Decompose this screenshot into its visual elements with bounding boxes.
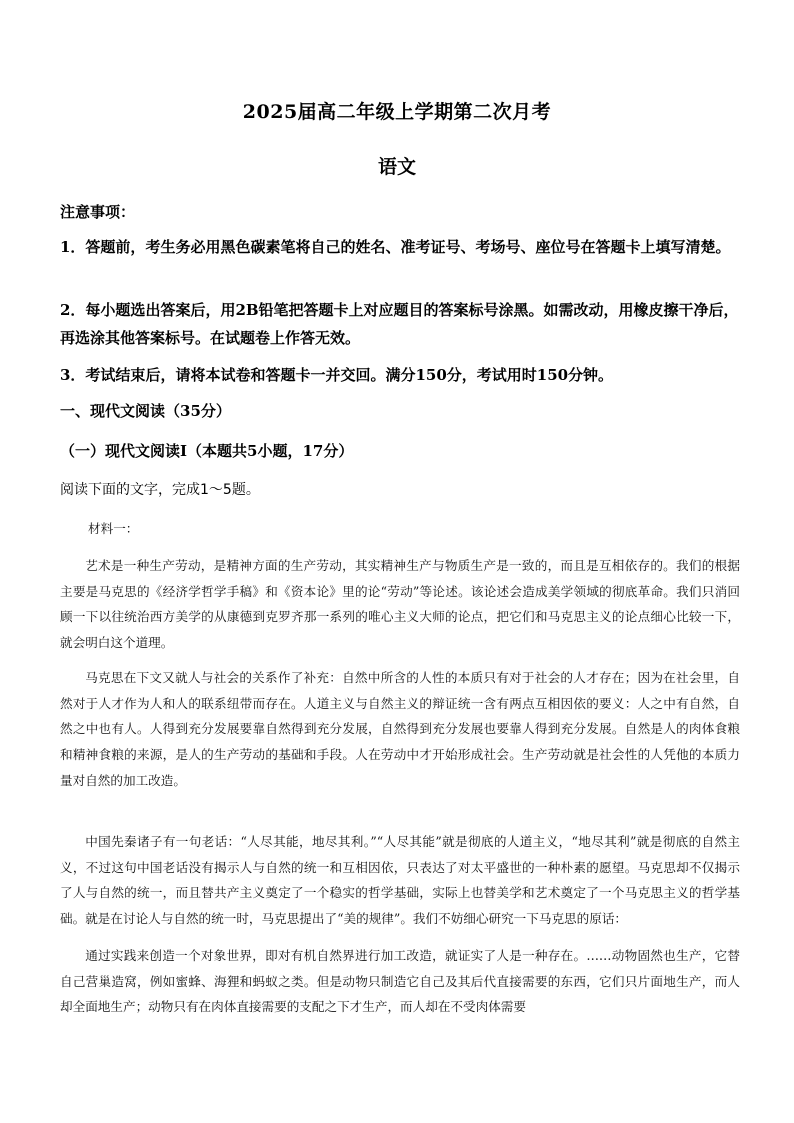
subject-title: 语文 (377, 156, 416, 178)
material-paragraph-1: 艺术是一种生产劳动，是精神方面的生产劳动，其实精神生产与物质生产是一致的，而且是互相依存的。我们的根据主要是马克思的《经济学哲学手稿》和《资本论》里的论“劳动”等论述。该论述会造成美学领域的彻底革命。我们只消回顾一下以往统治西方美学的从康德到克罗齐那一系列的唯心主义大师的论点，把它们和马克思主义的论点细心比较一下，就会明白这个道理。 (60, 558, 740, 651)
material-label: 材料一： (88, 521, 139, 536)
material-paragraph-2: 马克思在下文又就人与社会的关系作了补充：自然中所含的人性的本质只有对于社会的人才存在；因为在社会里，自然对于人才作为人和人的联系纽带而存在。人道主义与自然主义的辩证统一含有两点互相因依的要义：人之中有自然，自然之中也有人。人得到充分发展要靠自然得到充分发展，自然得到充分发展也要靠人得到充分发展。自然是人的肉体食粮和精神食粮的来源，是人的生产劳动的基础和手段。人在劳动中才开始形成社会。生产劳动就是社会性的人凭他的本质力量对自然的加工改造。 (60, 670, 740, 788)
reading-instruction: 阅读下面的文字，完成1～5题。 (60, 482, 260, 498)
notice-item-3: 3．考试结束后，请将本试卷和答题卡一并交回。满分150分，考试用时150分钟。 (60, 366, 614, 384)
exam-title: 2025届高二年级上学期第二次月考 (242, 101, 552, 123)
material-paragraph-3: 中国先秦诸子有一句老话：“人尽其能，地尽其利。”“人尽其能”就是彻底的人道主义，“地尽其利”就是彻底的自然主义，不过这句中国老话没有揭示人与自然的统一和互相因依，只表达了对太平盛世的一种朴素的愿望。马克思却不仅揭示了人与自然的统一，而且替共产主义奠定了一个稳实的哲学基础，实际上也替美学和艺术奠定了一个马克思主义的哲学基础。就是在讨论人与自然的统一时，马克思提出了“美的规律”。我们不妨细心研究一下马克思的原话： (60, 834, 740, 927)
notice-item-1: 1．答题前，考生务必用黑色碳素笔将自己的姓名、准考证号、考场号、座位号在答题卡上填写清楚。 (60, 238, 731, 256)
notice-heading: 注意事项： (60, 203, 136, 221)
section-heading: 一、现代文阅读（35分） (60, 402, 231, 420)
notice-item-2: 2．每小题选出答案后，用2B铅笔把答题卡上对应题目的答案标号涂黑。如需改动，用橡皮擦干净后，再选涂其他答案标号。在试题卷上作答无效。 (60, 301, 739, 347)
section-subheading: （一）现代文阅读Ⅰ（本题共5小题，17分） (60, 442, 354, 460)
material-paragraph-4: 通过实践来创造一个对象世界，即对有机自然界进行加工改造，就证实了人是一种存在。……动物固然也生产，它替自己营巢造窝，例如蜜蜂、海狸和蚂蚁之类。但是动物只制造它自己及其后代直接需要的东西，它们只片面地生产，而人却全面地生产；动物只有在肉体直接需要的支配之下才生产，而人却在不受肉体需要 (60, 948, 740, 1015)
